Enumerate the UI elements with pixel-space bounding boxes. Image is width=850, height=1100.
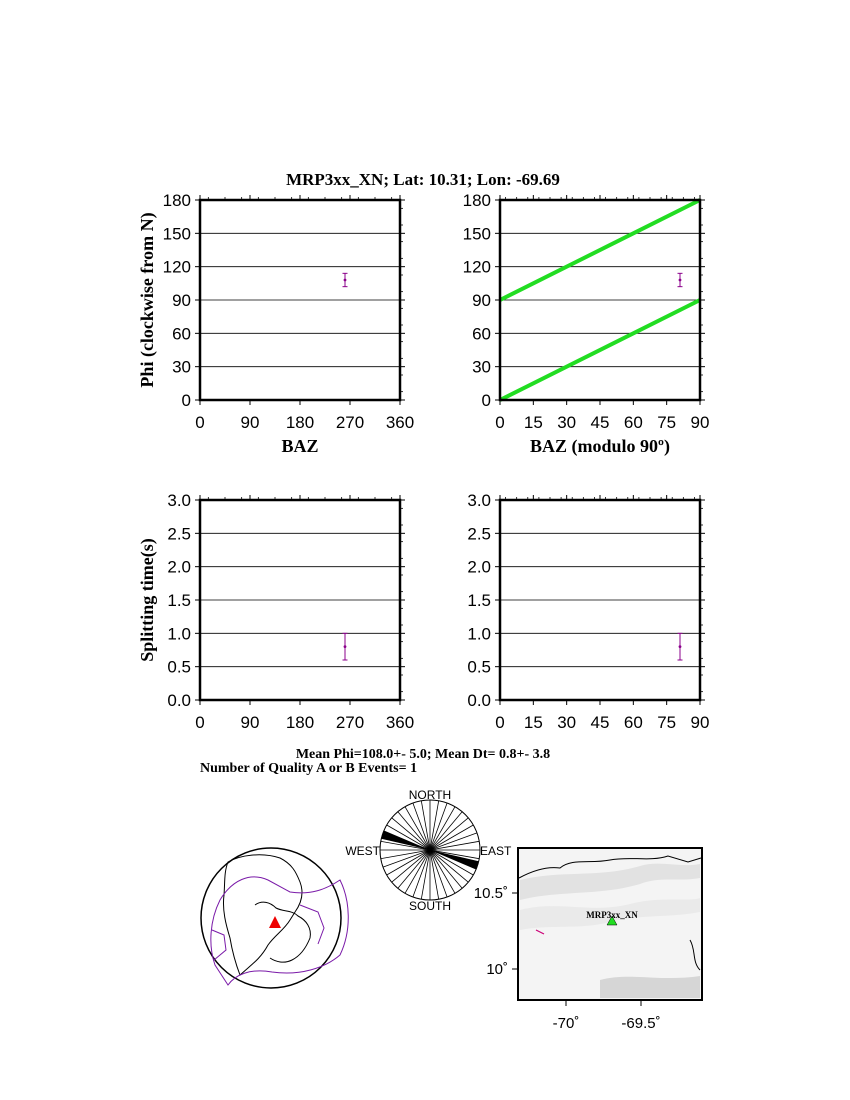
data-point — [679, 645, 682, 648]
y-tick-label: 1.5 — [167, 591, 191, 610]
x-tick-label: 60 — [623, 713, 643, 732]
y-tick-label: 3.0 — [467, 491, 491, 510]
x-tick-label: 45 — [590, 413, 610, 432]
x-tick-label: 30 — [557, 713, 577, 732]
y-tick-label: 2.5 — [467, 524, 491, 544]
y-tick-label: 120 — [462, 257, 491, 277]
x-tick-label: 75 — [657, 413, 677, 432]
x-tick-label: 360 — [385, 713, 415, 732]
y-tick-label: 2.5 — [167, 524, 191, 544]
y-tick-label: 2.0 — [467, 557, 491, 577]
x-tick-label: 90 — [690, 413, 710, 432]
y-tick-label: 3.0 — [167, 491, 191, 510]
y-tick-label: 120 — [162, 257, 191, 277]
rose-south-label: SOUTH — [409, 899, 451, 913]
x-tick-label: 270 — [335, 713, 365, 732]
x-tick-label: 75 — [657, 713, 677, 732]
mean-summary: Mean Phi=108.0+- 5.0; Mean Dt= 0.8+- 3.8 — [295, 747, 551, 762]
x-tick-label: 90 — [240, 713, 260, 732]
x-tick-label: 0 — [495, 413, 505, 432]
map-relief-band-3 — [600, 976, 700, 998]
y-tick-label: 2.0 — [167, 557, 191, 577]
dt-vs-baz-chart — [167, 491, 414, 732]
x-tick-label: 15 — [523, 413, 543, 432]
x-tick-label: 360 — [385, 413, 415, 432]
x-tick-label: 60 — [623, 413, 643, 432]
y-tick-label: 30 — [172, 357, 191, 377]
x-tick-label: 180 — [285, 413, 315, 432]
rose-north-label: NORTH — [408, 788, 452, 802]
y-tick-label: 0.0 — [167, 691, 191, 710]
rose-west-label: WEST — [345, 844, 380, 858]
y-tick-label: 1.5 — [467, 591, 491, 610]
y-tick-label: 90 — [472, 291, 491, 310]
y-tick-label: 0.5 — [467, 657, 491, 677]
y-tick-label: 0 — [181, 391, 191, 410]
x-tick-label: 15 — [523, 713, 543, 732]
data-point — [344, 279, 347, 282]
x-tick-label: 0 — [195, 713, 205, 732]
rose-east-label: EAST — [480, 844, 512, 858]
x-tick-label: 30 — [557, 413, 577, 432]
globe-map — [201, 848, 348, 988]
phi-vs-baz-chart — [163, 191, 415, 456]
y-tick-label: 0.5 — [167, 657, 191, 677]
regional-map — [474, 848, 702, 1032]
y-tick-label: 180 — [162, 191, 191, 210]
data-point — [344, 645, 347, 648]
y-tick-label: 1.0 — [467, 624, 491, 644]
y-tick-label: 150 — [462, 224, 491, 244]
x-tick-label: 180 — [285, 713, 315, 732]
event-count: Number of Quality A or B Events= 1 — [200, 761, 418, 776]
map-lon-tick: -70˚ — [552, 1015, 580, 1032]
map-station-label: MRP3xx_XN — [586, 910, 638, 920]
y-tick-label: 60 — [172, 324, 191, 344]
y-tick-label: 0.0 — [467, 691, 491, 710]
y-tick-label: 60 — [472, 324, 491, 344]
x-axis-label: BAZ — [281, 436, 319, 456]
reference-line — [500, 200, 700, 300]
x-tick-label: 0 — [195, 413, 205, 432]
x-tick-label: 0 — [495, 713, 505, 732]
map-lon-tick: -69.5˚ — [621, 1015, 661, 1032]
x-axis-label: BAZ (modulo 90º) — [530, 436, 670, 456]
data-point — [679, 279, 682, 282]
y-tick-label: 150 — [162, 224, 191, 244]
y-tick-label: 0 — [481, 391, 491, 410]
phi-vs-baz-mod90-chart — [463, 191, 710, 457]
x-tick-label: 270 — [335, 413, 365, 432]
reference-line — [500, 300, 700, 400]
y-tick-label: 180 — [462, 191, 491, 210]
map-lat-tick: 10˚ — [486, 961, 508, 978]
x-tick-label: 90 — [240, 413, 260, 432]
y-tick-label: 1.0 — [167, 624, 191, 644]
dt-axis-label: Splitting time(s) — [137, 538, 157, 662]
map-lat-tick: 10.5˚ — [473, 885, 508, 902]
phi-axis-label: Phi (clockwise from N) — [137, 212, 157, 388]
dt-vs-baz-mod90-chart — [467, 491, 709, 732]
x-tick-label: 90 — [690, 713, 710, 732]
x-tick-label: 45 — [590, 713, 610, 732]
y-tick-label: 30 — [472, 357, 491, 377]
figure-title: MRP3xx_XN; Lat: 10.31; Lon: -69.69 — [286, 170, 560, 189]
y-tick-label: 90 — [172, 291, 191, 310]
